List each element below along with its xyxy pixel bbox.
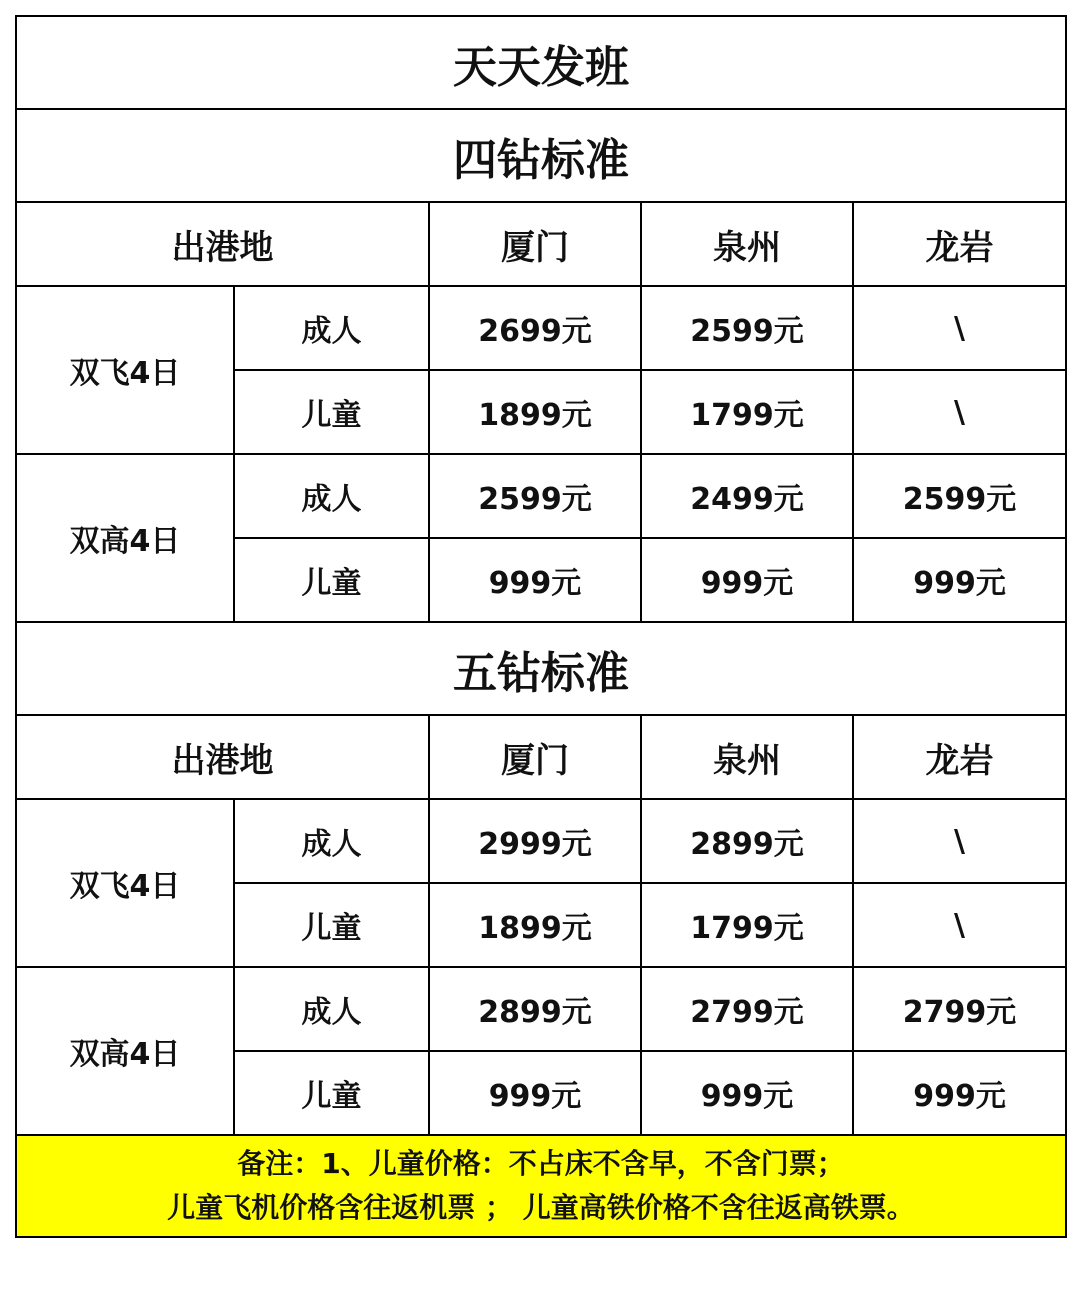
pax-type: 儿童 — [234, 538, 429, 622]
price-cell: 1899元 — [429, 883, 641, 967]
tier-title: 四钻标准 — [16, 109, 1066, 202]
price-cell: 999元 — [853, 538, 1066, 622]
city-header: 厦门 — [429, 715, 641, 799]
price-cell: 2699元 — [429, 286, 641, 370]
price-cell: 2899元 — [429, 967, 641, 1051]
price-cell: \ — [853, 883, 1066, 967]
package-name: 双飞4日 — [16, 799, 234, 967]
price-cell: 999元 — [641, 538, 853, 622]
pax-type: 成人 — [234, 286, 429, 370]
remarks-box — [16, 1135, 1066, 1237]
city-header: 泉州 — [641, 202, 853, 286]
price-cell: \ — [853, 799, 1066, 883]
price-cell: 999元 — [853, 1051, 1066, 1135]
price-cell: 999元 — [429, 1051, 641, 1135]
price-cell: 999元 — [429, 538, 641, 622]
price-cell: 2799元 — [853, 967, 1066, 1051]
price-cell: 2899元 — [641, 799, 853, 883]
package-name: 双高4日 — [16, 967, 234, 1135]
pax-type: 成人 — [234, 967, 429, 1051]
price-cell: 2799元 — [641, 967, 853, 1051]
page-title: 天天发班 — [16, 16, 1066, 109]
pax-type: 儿童 — [234, 883, 429, 967]
remark-line: 儿童飞机价格含往返机票 ； 儿童高铁价格不含往返高铁票。 — [167, 1191, 915, 1224]
pax-type: 成人 — [234, 454, 429, 538]
price-cell: 2599元 — [641, 286, 853, 370]
departure-header: 出港地 — [16, 202, 429, 286]
price-cell: 999元 — [641, 1051, 853, 1135]
price-cell: 2999元 — [429, 799, 641, 883]
price-cell: 2599元 — [429, 454, 641, 538]
pax-type: 儿童 — [234, 1051, 429, 1135]
price-cell: 1899元 — [429, 370, 641, 454]
city-header: 龙岩 — [853, 202, 1066, 286]
price-cell: 1799元 — [641, 370, 853, 454]
tier-title: 五钻标准 — [16, 622, 1066, 715]
price-cell: \ — [853, 370, 1066, 454]
departure-header: 出港地 — [16, 715, 429, 799]
price-cell: \ — [853, 286, 1066, 370]
remark-line: 备注：1、儿童价格：不占床不含早，不含门票； — [237, 1147, 845, 1180]
package-name: 双高4日 — [16, 454, 234, 622]
pax-type: 儿童 — [234, 370, 429, 454]
price-cell: 2599元 — [853, 454, 1066, 538]
city-header: 厦门 — [429, 202, 641, 286]
city-header: 龙岩 — [853, 715, 1066, 799]
pax-type: 成人 — [234, 799, 429, 883]
price-cell: 1799元 — [641, 883, 853, 967]
price-cell: 2499元 — [641, 454, 853, 538]
package-name: 双飞4日 — [16, 286, 234, 454]
price-table — [15, 15, 1067, 1238]
city-header: 泉州 — [641, 715, 853, 799]
